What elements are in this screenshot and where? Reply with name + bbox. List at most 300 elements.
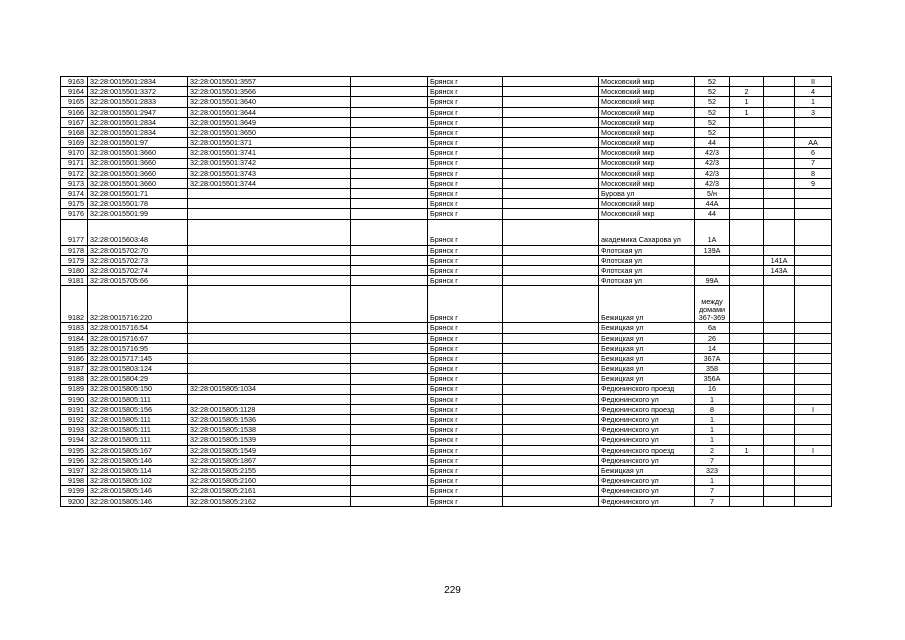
apartment-cell [795,209,832,219]
apartment-cell [795,117,832,127]
blank-cell [503,394,599,404]
blank-cell [503,97,599,107]
building-cell [730,353,764,363]
blank-cell [503,77,599,87]
blank-cell [503,178,599,188]
apartment-cell [795,496,832,506]
object-number-cell [188,219,351,245]
blank-cell [351,445,428,455]
street-cell: Федюнинского ул [599,435,695,445]
blank-cell [503,138,599,148]
apartment-cell: 9 [795,178,832,188]
object-number-cell [188,286,351,323]
row-number-cell: 9179 [61,255,88,265]
city-cell: Брянск г [428,445,503,455]
structure-cell [764,415,795,425]
house-cell: 26 [695,333,730,343]
house-cell: 358 [695,364,730,374]
city-cell: Брянск г [428,107,503,117]
blank-cell [351,266,428,276]
table-row [61,374,832,384]
house-cell: 1А [695,219,730,245]
table-row [61,333,832,343]
house-cell: 52 [695,127,730,137]
table-row [61,158,832,168]
structure-cell [764,333,795,343]
city-cell: Брянск г [428,138,503,148]
object-number-cell [188,245,351,255]
house-cell: 52 [695,97,730,107]
row-number-cell: 9174 [61,189,88,199]
row-number-cell: 9184 [61,333,88,343]
table-row [61,415,832,425]
blank-cell [503,343,599,353]
row-number-cell: 9191 [61,404,88,414]
blank-cell [351,286,428,323]
blank-cell [351,178,428,188]
blank-cell [351,189,428,199]
city-cell: Брянск г [428,276,503,286]
blank-cell [351,364,428,374]
blank-cell [503,415,599,425]
building-cell [730,415,764,425]
object-number-cell [188,343,351,353]
city-cell: Брянск г [428,353,503,363]
row-number-cell: 9166 [61,107,88,117]
blank-cell [351,374,428,384]
street-cell: Федюнинского проезд [599,384,695,394]
blank-cell [351,496,428,506]
object-number-cell: 32:28:0015501:3644 [188,107,351,117]
object-number-cell: 32:28:0015805:1536 [188,415,351,425]
cadastral-number-cell: 32:28:0015501:2947 [88,107,188,117]
structure-cell [764,127,795,137]
building-cell [730,333,764,343]
table-row [61,117,832,127]
blank-cell [503,158,599,168]
object-number-cell [188,276,351,286]
object-number-cell [188,353,351,363]
table-row [61,255,832,265]
street-cell: Бежицкая ул [599,364,695,374]
structure-cell [764,323,795,333]
blank-cell [351,107,428,117]
table-row [61,343,832,353]
blank-cell [503,276,599,286]
table-row [61,486,832,496]
structure-cell [764,455,795,465]
street-cell: Флотская ул [599,245,695,255]
building-cell [730,127,764,137]
table-row [61,466,832,476]
apartment-cell [795,374,832,384]
building-cell [730,323,764,333]
cadastral-number-cell: 32:28:0015803:124 [88,364,188,374]
house-cell [695,266,730,276]
object-number-cell: 32:28:0015501:371 [188,138,351,148]
table-row [61,77,832,87]
cadastral-number-cell: 32:28:0015702:70 [88,245,188,255]
object-number-cell: 32:28:0015805:1034 [188,384,351,394]
house-cell: 323 [695,466,730,476]
street-cell: Флотская ул [599,276,695,286]
row-number-cell: 9194 [61,435,88,445]
apartment-cell [795,353,832,363]
street-cell: Федюнинского ул [599,394,695,404]
row-number-cell: 9165 [61,97,88,107]
row-number-cell: 9163 [61,77,88,87]
table-row [61,219,832,245]
house-cell: 7 [695,455,730,465]
structure-cell [764,425,795,435]
building-cell [730,219,764,245]
cadastral-number-cell: 32:28:0015805:150 [88,384,188,394]
street-cell: Московский мкр [599,87,695,97]
house-cell: 7 [695,486,730,496]
city-cell: Брянск г [428,333,503,343]
blank-cell [351,87,428,97]
blank-cell [503,425,599,435]
blank-cell [351,148,428,158]
object-number-cell: 32:28:0015501:3742 [188,158,351,168]
house-cell: между домами 367-369 [695,286,730,323]
table-row [61,97,832,107]
blank-cell [351,384,428,394]
structure-cell [764,87,795,97]
row-number-cell: 9198 [61,476,88,486]
table-row [61,148,832,158]
object-number-cell [188,199,351,209]
blank-cell [351,77,428,87]
apartment-cell [795,384,832,394]
row-number-cell: 9190 [61,394,88,404]
house-cell: 42/3 [695,158,730,168]
blank-cell [503,189,599,199]
blank-cell [503,333,599,343]
street-cell: Федюнинского ул [599,486,695,496]
street-cell: Московский мкр [599,138,695,148]
city-cell: Брянск г [428,466,503,476]
table-row [61,353,832,363]
table-row [61,87,832,97]
blank-cell [503,87,599,97]
structure-cell [764,138,795,148]
blank-cell [503,266,599,276]
apartment-cell [795,189,832,199]
object-number-cell: 32:28:0015501:3649 [188,117,351,127]
house-cell: 1 [695,394,730,404]
row-number-cell: 9192 [61,415,88,425]
city-cell: Брянск г [428,127,503,137]
row-number-cell: 9197 [61,466,88,476]
building-cell [730,394,764,404]
blank-cell [351,199,428,209]
building-cell [730,148,764,158]
blank-cell [503,199,599,209]
table-row [61,168,832,178]
building-cell [730,455,764,465]
structure-cell [764,286,795,323]
structure-cell [764,189,795,199]
city-cell: Брянск г [428,286,503,323]
blank-cell [351,425,428,435]
apartment-cell [795,127,832,137]
apartment-cell: АА [795,138,832,148]
cadastral-number-cell: 32:28:0015804:29 [88,374,188,384]
cadastral-number-cell: 32:28:0015501:3660 [88,158,188,168]
blank-cell [503,117,599,127]
apartment-cell [795,199,832,209]
city-cell: Брянск г [428,486,503,496]
house-cell: 356А [695,374,730,384]
structure-cell: 141А [764,255,795,265]
house-cell: 44 [695,209,730,219]
city-cell: Брянск г [428,425,503,435]
blank-cell [503,404,599,414]
object-number-cell: 32:28:0015805:1538 [188,425,351,435]
register-table-body [61,77,832,507]
street-cell: Бежицкая ул [599,323,695,333]
cadastral-number-cell: 32:28:0015716:95 [88,343,188,353]
building-cell: 1 [730,445,764,455]
city-cell: Брянск г [428,323,503,333]
table-row [61,199,832,209]
cadastral-number-cell: 32:28:0015501:2834 [88,117,188,127]
blank-cell [351,333,428,343]
building-cell [730,466,764,476]
house-cell: 52 [695,77,730,87]
row-number-cell: 9164 [61,87,88,97]
table-row [61,189,832,199]
structure-cell [764,445,795,455]
house-cell: 44 [695,138,730,148]
street-cell: Федюнинского ул [599,415,695,425]
blank-cell [503,445,599,455]
cadastral-number-cell: 32:28:0015716:54 [88,323,188,333]
city-cell: Брянск г [428,455,503,465]
house-cell: 52 [695,87,730,97]
blank-cell [503,255,599,265]
building-cell [730,189,764,199]
apartment-cell: II [795,77,832,87]
blank-cell [503,476,599,486]
street-cell: Московский мкр [599,107,695,117]
structure-cell [764,148,795,158]
street-cell: Федюнинского ул [599,455,695,465]
cadastral-number-cell: 32:28:0015805:111 [88,394,188,404]
street-cell: Московский мкр [599,148,695,158]
street-cell: Федюнинского ул [599,476,695,486]
structure-cell [764,486,795,496]
blank-cell [351,435,428,445]
object-number-cell: 32:28:0015805:1539 [188,435,351,445]
building-cell [730,343,764,353]
street-cell: Флотская ул [599,255,695,265]
building-cell [730,255,764,265]
house-cell: 42/3 [695,148,730,158]
city-cell: Брянск г [428,255,503,265]
table-row [61,276,832,286]
apartment-cell: 4 [795,87,832,97]
object-number-cell: 32:28:0015805:2160 [188,476,351,486]
street-cell: Московский мкр [599,127,695,137]
blank-cell [351,97,428,107]
table-row [61,425,832,435]
house-cell: 1 [695,425,730,435]
building-cell [730,168,764,178]
city-cell: Брянск г [428,476,503,486]
table-row [61,209,832,219]
structure-cell [764,364,795,374]
house-cell: 52 [695,107,730,117]
city-cell: Брянск г [428,266,503,276]
blank-cell [351,404,428,414]
house-cell [695,255,730,265]
cadastral-number-cell: 32:28:0015705:66 [88,276,188,286]
structure-cell [764,276,795,286]
structure-cell [764,394,795,404]
street-cell: Бежицкая ул [599,374,695,384]
object-number-cell [188,209,351,219]
cadastral-number-cell: 32:28:0015805:111 [88,425,188,435]
house-cell: 14 [695,343,730,353]
city-cell: Брянск г [428,415,503,425]
city-cell: Брянск г [428,158,503,168]
street-cell: Московский мкр [599,178,695,188]
house-cell: 1 [695,415,730,425]
city-cell: Брянск г [428,117,503,127]
row-number-cell: 9168 [61,127,88,137]
structure-cell [764,158,795,168]
structure-cell [764,199,795,209]
cadastral-number-cell: 32:28:0015501:3660 [88,148,188,158]
apartment-cell: I [795,445,832,455]
object-number-cell [188,255,351,265]
object-number-cell: 32:28:0015501:3566 [188,87,351,97]
street-cell: Бежицкая ул [599,466,695,476]
house-cell: 6а [695,323,730,333]
building-cell: 1 [730,97,764,107]
cadastral-number-cell: 32:28:0015805:156 [88,404,188,414]
object-number-cell [188,364,351,374]
blank-cell [351,415,428,425]
house-cell: 8 [695,404,730,414]
city-cell: Брянск г [428,209,503,219]
row-number-cell: 9180 [61,266,88,276]
house-cell: 2 [695,445,730,455]
building-cell [730,178,764,188]
city-cell: Брянск г [428,178,503,188]
blank-cell [351,255,428,265]
street-cell: Московский мкр [599,209,695,219]
blank-cell [503,374,599,384]
house-cell: 1 [695,435,730,445]
street-cell: Федюнинского проезд [599,445,695,455]
building-cell [730,404,764,414]
cadastral-number-cell: 32:28:0015501:71 [88,189,188,199]
structure-cell [764,343,795,353]
apartment-cell [795,455,832,465]
apartment-cell [795,219,832,245]
city-cell: Брянск г [428,87,503,97]
apartment-cell [795,476,832,486]
structure-cell [764,117,795,127]
blank-cell [503,107,599,117]
building-cell [730,245,764,255]
structure-cell [764,245,795,255]
blank-cell [503,209,599,219]
building-cell: 1 [730,107,764,117]
house-cell: 42/3 [695,178,730,188]
blank-cell [503,384,599,394]
object-number-cell [188,394,351,404]
row-number-cell: 9171 [61,158,88,168]
city-cell: Брянск г [428,245,503,255]
blank-cell [351,323,428,333]
row-number-cell: 9182 [61,286,88,323]
cadastral-number-cell: 32:28:0015702:73 [88,255,188,265]
table-row [61,138,832,148]
city-cell: Брянск г [428,496,503,506]
apartment-cell [795,343,832,353]
blank-cell [351,168,428,178]
blank-cell [503,286,599,323]
building-cell [730,364,764,374]
apartment-cell: 7 [795,158,832,168]
structure-cell [764,97,795,107]
building-cell [730,435,764,445]
structure-cell [764,496,795,506]
blank-cell [351,127,428,137]
city-cell: Брянск г [428,404,503,414]
blank-cell [503,353,599,363]
cadastral-number-cell: 32:28:0015716:67 [88,333,188,343]
building-cell [730,486,764,496]
city-cell: Брянск г [428,148,503,158]
city-cell: Брянск г [428,199,503,209]
street-cell: Московский мкр [599,158,695,168]
object-number-cell: 32:28:0015501:3741 [188,148,351,158]
building-cell [730,77,764,87]
object-number-cell: 32:28:0015805:2162 [188,496,351,506]
blank-cell [503,455,599,465]
table-row [61,394,832,404]
city-cell: Брянск г [428,189,503,199]
table-row [61,245,832,255]
blank-cell [351,219,428,245]
object-number-cell: 32:28:0015805:1549 [188,445,351,455]
row-number-cell: 9187 [61,364,88,374]
blank-cell [351,276,428,286]
apartment-cell [795,333,832,343]
register-table [60,76,832,507]
street-cell: Московский мкр [599,117,695,127]
structure-cell [764,168,795,178]
street-cell: Федюнинского ул [599,496,695,506]
cadastral-number-cell: 32:28:0015805:111 [88,435,188,445]
blank-cell [351,209,428,219]
house-cell: 367А [695,353,730,363]
cadastral-number-cell: 32:28:0015805:146 [88,455,188,465]
apartment-cell [795,425,832,435]
building-cell [730,199,764,209]
house-cell: 5/н [695,189,730,199]
table-row [61,323,832,333]
cadastral-number-cell: 32:28:0015805:167 [88,445,188,455]
blank-cell [503,364,599,374]
cadastral-number-cell: 32:28:0015501:2833 [88,97,188,107]
structure-cell [764,209,795,219]
